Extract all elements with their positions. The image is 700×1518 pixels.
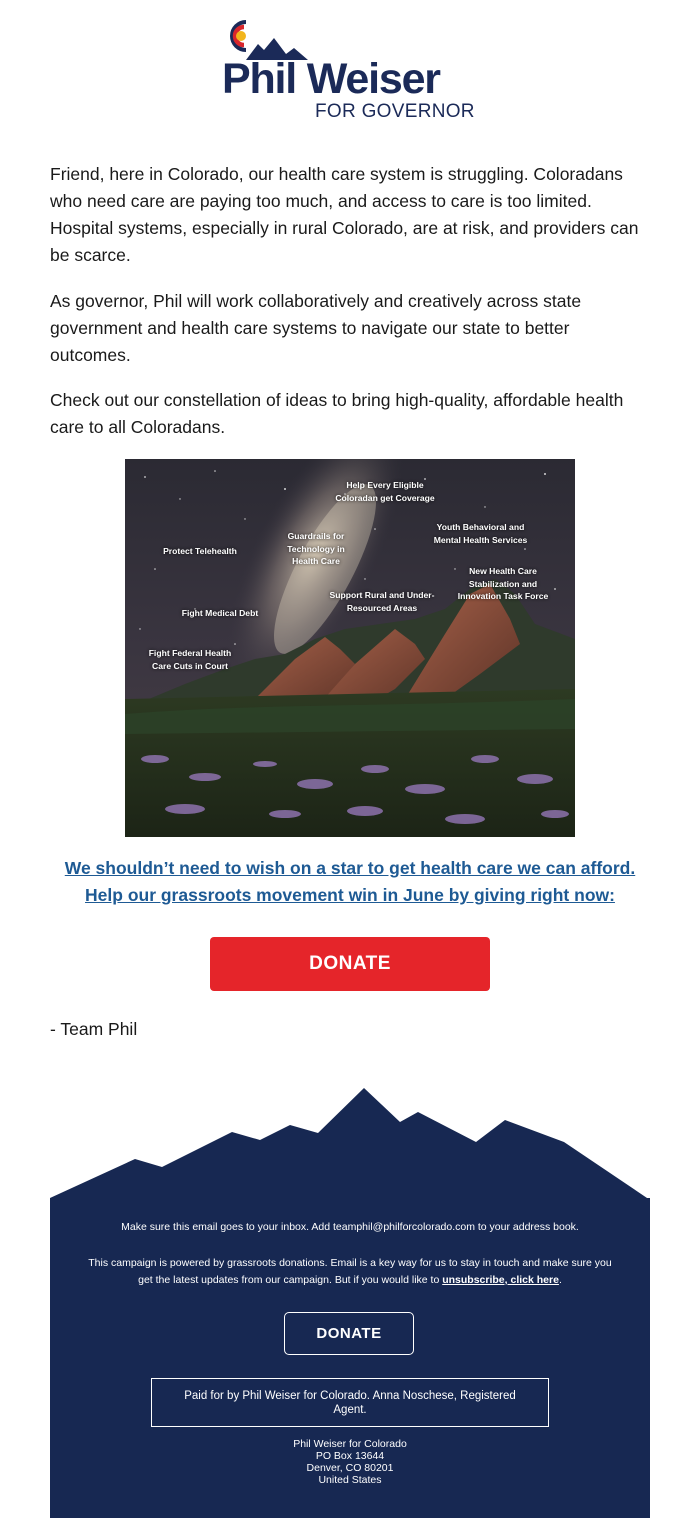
hero-label-task-force: New Health Care Stabilization and Innovation Task Force xyxy=(457,566,549,601)
constellation-image[interactable] xyxy=(125,459,575,837)
footer xyxy=(50,1198,650,1518)
hero-label-youth: Youth Behavioral and Mental Health Services xyxy=(433,522,528,545)
paid-for-disclaimer: Paid for by Phil Weiser for Colorado. Anna Noschese, Registered Agent. xyxy=(151,1378,549,1427)
colorado-flag-c-icon xyxy=(224,16,314,60)
signoff: - Team Phil xyxy=(50,1019,138,1039)
address-line: Phil Weiser for Colorado xyxy=(293,1438,407,1450)
address-line: PO Box 13644 xyxy=(315,1450,385,1462)
hero-label-federal-cuts: Fight Federal Health Care Cuts in Court xyxy=(148,648,232,671)
hero-label-rural: Support Rural and Under-Resourced Areas xyxy=(329,590,435,613)
campaign-logo xyxy=(220,16,490,126)
inbox-note: Make sure this email goes to your inbox. Add teamphil@philforcolorado.com to your address book. xyxy=(121,1221,579,1233)
mountain-icon xyxy=(0,1085,700,1200)
hero-label-guardrails: Guardrails for Technology in Health Care xyxy=(287,531,345,566)
footer-donate-button[interactable]: DONATE xyxy=(284,1312,414,1355)
intro-paragraph: Friend, here in Colorado, our health care system is struggling. Coloradans who need care are paying too much, and access to care is too limited. Hospital systems, especially in rural Colorado, are at risk, and providers can be scarce. xyxy=(50,164,639,265)
hero-label-coverage: Help Every Eligible Coloradan get Coverage xyxy=(335,480,435,503)
grassroots-note xyxy=(88,1255,612,1289)
logo-name: Phil Weiser xyxy=(222,55,440,103)
cta-link-wish[interactable]: We shouldn’t need to wish on a star to get health care we can afford. xyxy=(64,858,636,878)
ideas-paragraph: Check out our constellation of ideas to bring high-quality, affordable health care to all Coloradans. xyxy=(50,390,624,437)
cta-link-give[interactable]: Help our grassroots movement win in June by giving right now: xyxy=(85,885,615,905)
unsubscribe-link[interactable]: unsubscribe, click here xyxy=(442,1274,559,1286)
address-line: United States xyxy=(318,1474,382,1486)
address-line: Denver, CO 80201 xyxy=(306,1462,394,1474)
logo-tagline: FOR GOVERNOR xyxy=(315,101,475,122)
mailing-address xyxy=(200,1438,500,1486)
hero-label-medical-debt: Fight Medical Debt xyxy=(181,608,259,618)
grassroots-period: . xyxy=(558,1274,562,1286)
hero-label-telehealth: Protect Telehealth xyxy=(163,546,237,556)
governor-paragraph: As governor, Phil will work collaboratively and creatively across state government and health care systems to navigate our state to better outcomes. xyxy=(50,291,582,365)
grassroots-text: This campaign is powered by grassroots donations. Email is a key way for us to stay in touch and make sure you get the latest updates from our campaign. But if you would like to xyxy=(88,1257,612,1286)
donate-button[interactable]: DONATE xyxy=(210,937,490,991)
